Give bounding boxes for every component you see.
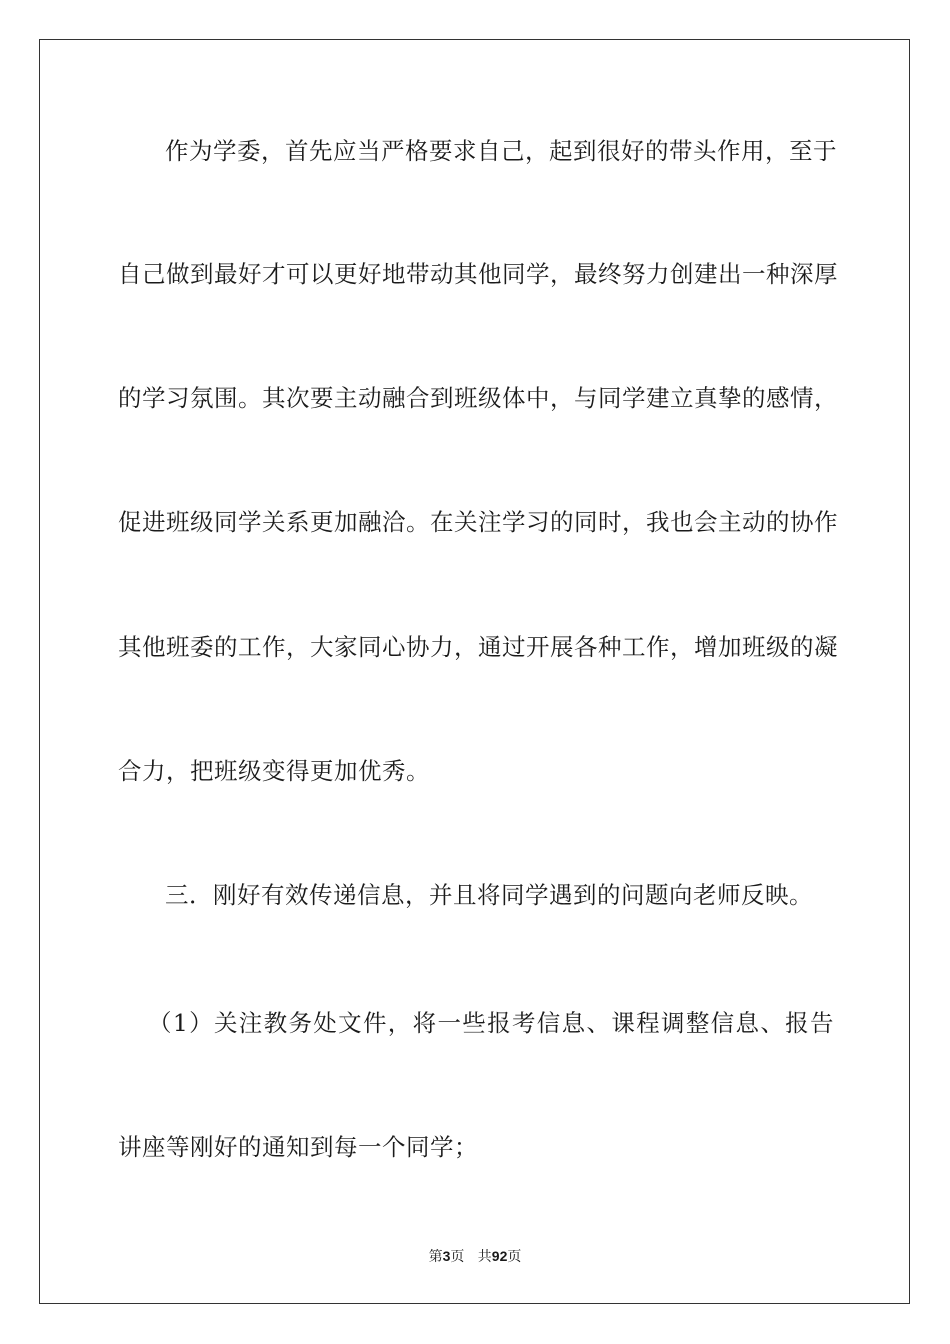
page-footer [0, 1247, 950, 1266]
body-text-line-8: （1）关注教务处文件，将一些报考信息、课程调整信息、报告 [148, 1009, 834, 1037]
footer-total-unit: 页 [507, 1249, 522, 1265]
body-text-line-9: 讲座等刚好的通知到每一个同学； [118, 1133, 478, 1161]
footer-page-total: 92 [491, 1248, 508, 1264]
body-text-line-5: 其他班委的工作，大家同心协力，通过开展各种工作，增加班级的凝 [118, 633, 838, 661]
footer-page-prefix: 第 [428, 1249, 443, 1265]
body-text-line-3: 的学习氛围。其次要主动融合到班级体中，与同学建立真挚的感情， [118, 384, 838, 412]
footer-total-prefix: 共 [477, 1249, 492, 1265]
page-border [39, 39, 910, 1304]
body-text-line-4: 促进班级同学关系更加融洽。在关注学习的同时，我也会主动的协作 [118, 508, 838, 536]
footer-page-current: 3 [442, 1248, 451, 1264]
footer-page-unit: 页 [450, 1249, 465, 1265]
section-heading: 三．刚好有效传递信息，并且将同学遇到的问题向老师反映。 [165, 881, 813, 909]
body-text-line-2: 自己做到最好才可以更好地带动其他同学，最终努力创建出一种深厚 [118, 260, 838, 288]
body-text-line-6: 合力，把班级变得更加优秀。 [118, 757, 430, 785]
body-text-line-1: 作为学委，首先应当严格要求自己，起到很好的带头作用，至于 [165, 137, 837, 165]
